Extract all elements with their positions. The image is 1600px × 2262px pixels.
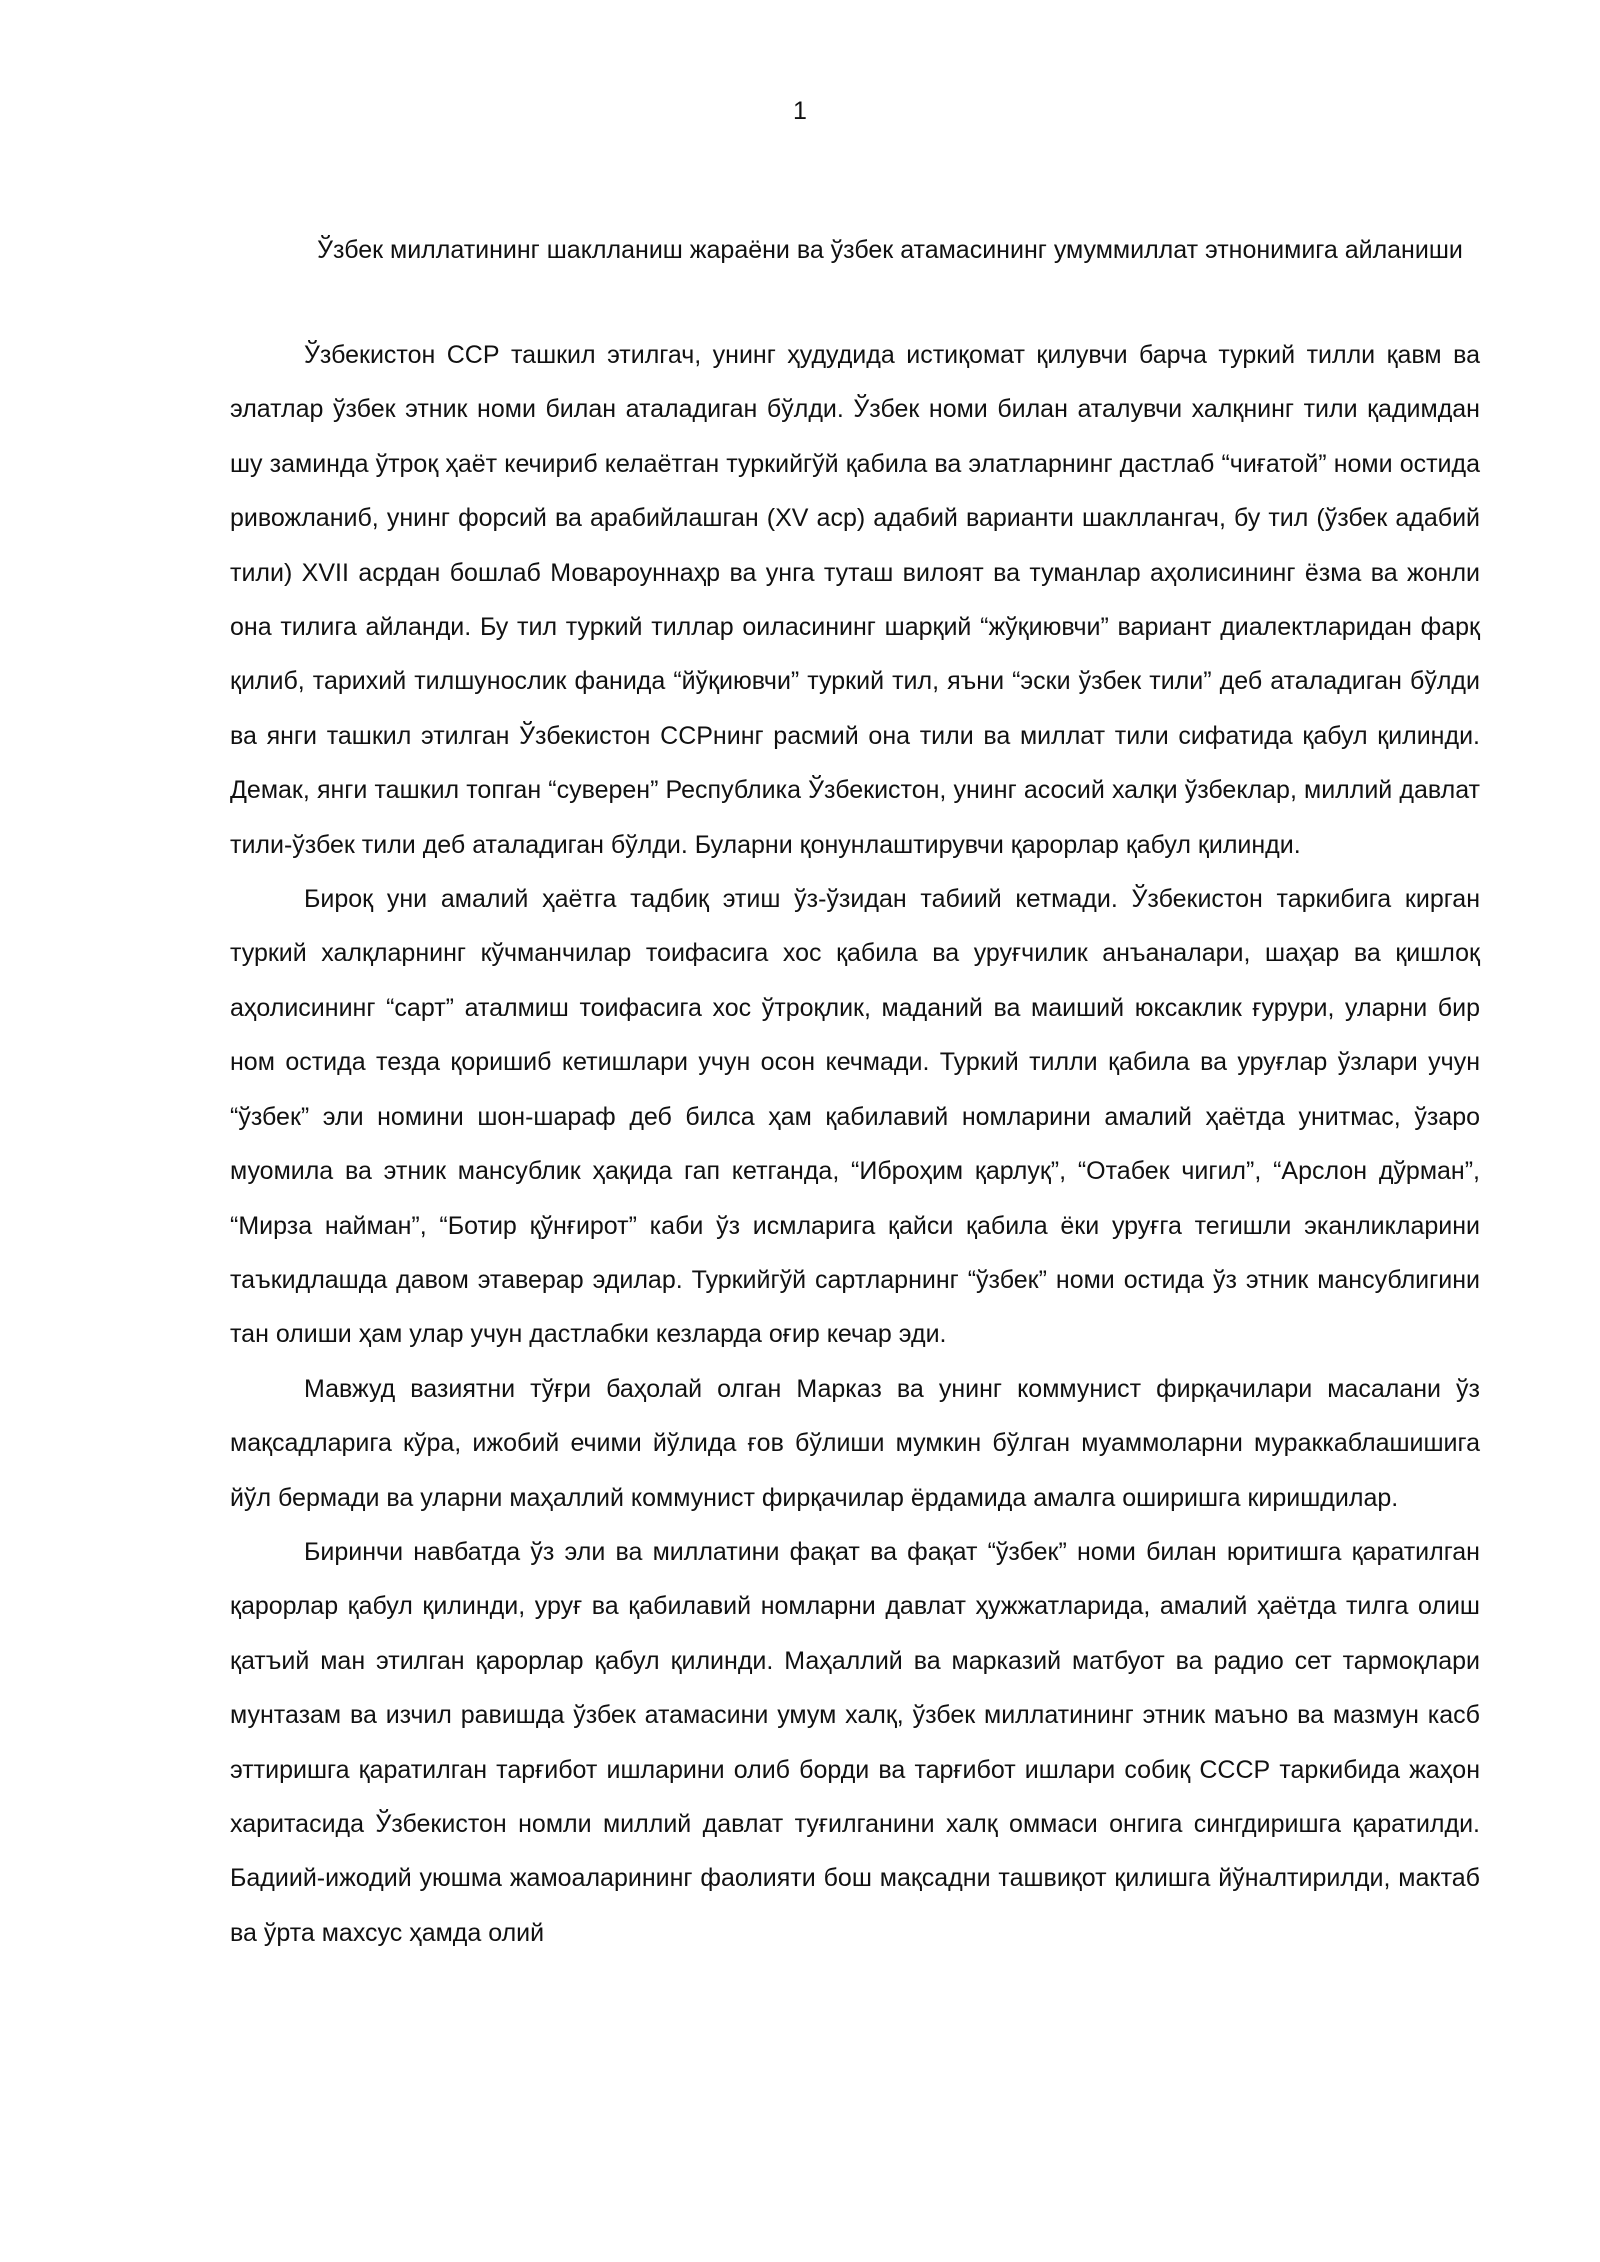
paragraph: Мавжуд вазиятни тўғри баҳолай олган Марказ ва унинг коммунист фирқачилари масалани ўз мақсадларига кўра, ижобий ечими йўлида ғов бўлиши мумкин бўлган муаммоларни мураккаблашишига йўл бермади ва уларни маҳаллий коммунист фирқачилар ёрдамида амалга оширишга киришдилар. bbox=[230, 1374, 1480, 1512]
paragraph: Бироқ уни амалий ҳаётга тадбиқ этиш ўз-ўзидан табиий кетмади. Ўзбекистон таркибига кирган туркий халқларнинг кўчманчилар тоифасига хос қабила ва уруғчилик анъаналари, шаҳар ва қишлоқ аҳолисининг “сарт” аталмиш тоифасига хос ўтроқлик, маданий ва маиший юксаклик ғурури, уларни бир ном остида тезда қоришиб кетишлари учун осон кечмади. Туркий тилли қабила ва уруғлар ўзлари учун “ўзбек” эли номини шон-шараф деб билса ҳам қабилавий номларини амалий ҳаётда унитмас, ўзаро муомила ва этник мансублик ҳақида гап кетганда, “Иброҳим қарлуқ”, “Отабек чигил”, “Арслон дўрман”, “Мирза найман”, “Ботир қўнғирот” каби ўз исмларига қайси қабила ёки уруғга тегишли эканликларини таъкидлашда давом этаверар эдилар. Туркийгўй сартларнинг “ўзбек” номи остида ўз этник мансублигини тан олиши ҳам улар учун дастлабки кезларда оғир кечар эди. bbox=[230, 885, 1480, 1349]
paragraph: Ўзбекистон ССР ташкил этилгач, унинг ҳудудида истиқомат қилувчи барча туркий тилли қавм ва элатлар ўзбек этник номи билан аталадиган бўлди. Ўзбек номи билан аталувчи халқнинг тили қадимдан шу заминда ўтроқ ҳаёт кечириб келаётган туркийгўй қабила ва элатларнинг дастлаб “чиғатой” номи остида ривожланиб, унинг форсий ва арабийлашган (XV аср) адабий варианти шакллангач, бу тил (ўзбек адабий тили) XVII асрдан бошлаб Мовароуннаҳр ва унга туташ вилоят ва туманлар аҳолисининг ёзма ва жонли она тилига айланди. Бу тил туркий тиллар оиласининг шарқий “жўқиювчи” вариант диалектларидан фарқ қилиб, тарихий тилшунослик фанида “йўқиювчи” туркий тил, яъни “эски ўзбек тили” деб аталадиган бўлди ва янги ташкил этилган Ўзбекистон ССРнинг расмий она тили ва миллат тили сифатида қабул қилинди. Демак, янги ташкил топган “суверен” Республика Ўзбекистон, унинг асосий халқи ўзбеклар, миллий давлат тили-ўзбек тили деб аталадиган бўлди. Буларни қонунлаштирувчи қарорлар қабул қилинди. bbox=[230, 341, 1480, 859]
document-body bbox=[230, 328, 1480, 1960]
document-title: Ўзбек миллатининг шаклланиш жараёни ва ўзбек атамасининг умуммиллат этнонимига айланиши bbox=[317, 236, 1463, 264]
page-number: 1 bbox=[793, 97, 807, 125]
paragraph: Биринчи навбатда ўз эли ва миллатини фақат ва фақат “ўзбек” номи билан юритишга қаратилган қарорлар қабул қилинди, уруғ ва қабилавий номларни давлат ҳужжатларида, амалий ҳаётда тилга олиш қатъий ман этилган қарорлар қабул қилинди. Маҳаллий ва марказий матбуот ва радио сет тармоқлари мунтазам ва изчил равишда ўзбек атамасини умум халқ, ўзбек миллатининг этник маъно ва мазмун касб эттиришга қаратилган тарғибот ишларини олиб борди ва тарғибот ишлари собиқ СССР таркибида жаҳон харитасида Ўзбекистон номли миллий давлат туғилганини халқ оммаси онгига сингдиришга қаратилди. Бадиий-ижодий уюшма жамоаларининг фаолияти бош мақсадни ташвиқот қилишга йўналтирилди, мактаб ва ўрта махсус ҳамда олий bbox=[230, 1537, 1480, 1947]
